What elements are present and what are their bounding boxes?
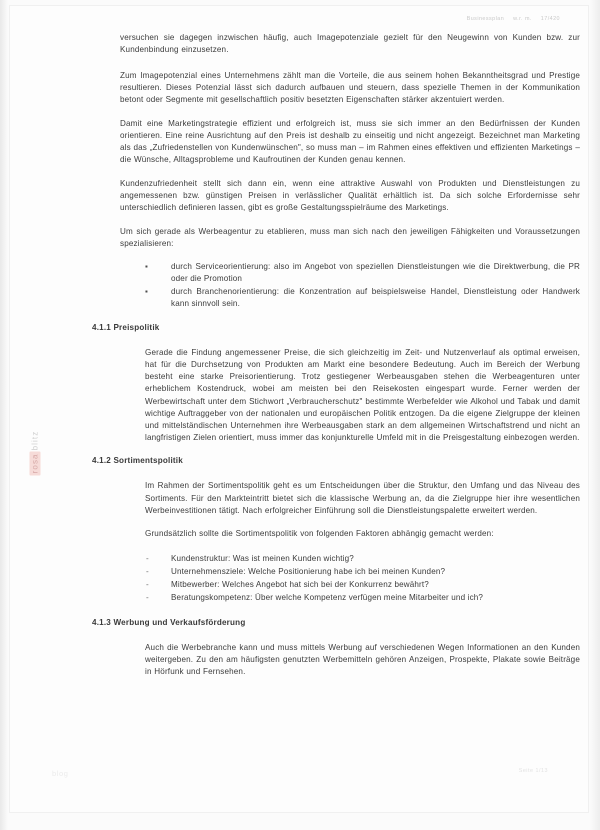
list-item-text: Kundenstruktur: Was ist meinen Kunden wichtig? [171,553,354,563]
dash-icon: - [146,567,149,577]
footer-left-label: blog [52,769,69,778]
watermark-highlight-text: rosa [30,453,40,474]
list-item [145,552,580,565]
header-title: Businessplan [466,16,505,22]
specialization-bullet-list [145,261,580,310]
bullet-icon: ▪ [145,287,148,296]
document-body [92,32,580,689]
header-meta-1: w.r. m. [513,16,532,22]
page-sheet [10,6,588,812]
paragraph-marketing-strategy: Damit eine Marketingstrategie effizient und erfolgreich ist, muss sie sich immer an den Bedürfnissen der Kunden orientieren. Eine reine Ausrichtung auf den Preis ist deshalb zu einseitig und nicht angezeigt. Bezeichnet man Marketing als das „Zufriedenstellen von Kundenwünschen", so muss man – im Rahmen eines effektiven und effizienten Marketings – die Wünsche, Alltagsprobleme und Kaufroutinen der Kunden genau kennen. [120,118,580,165]
list-item-text: Unternehmensziele: Welche Positionierung habe ich bei meinen Kunden? [171,567,446,577]
list-item [145,261,580,285]
section-heading-4-1-3: 4.1.3 Werbung und Verkaufsförderung [92,617,246,627]
list-item [145,286,580,310]
list-item-text: Beratungskompetenz: Über welche Kompetenz verfügen meine Mitarbeiter und ich? [171,593,484,603]
section-heading-4-1-1: 4.1.1 Preispolitik [92,323,160,333]
list-item-text: Mitbewerber: Welches Angebot hat sich bei der Konkurrenz bewährt? [171,580,429,590]
paragraph-intro: versuchen sie dagegen inzwischen häufig, auch Imagepotenziale gezielt für den Neugewinn von Kunden bzw. zur Kundenbindung einzusetzen. [120,33,580,55]
dash-icon: - [146,593,149,603]
section-heading-4-1-2: 4.1.2 Sortimentspolitik [92,456,183,466]
running-header [467,16,560,22]
watermark-rotated-text [31,404,40,502]
dash-icon: - [146,580,149,590]
paragraph-customer-satisfaction: Kundenzufriedenheit stellt sich dann ein, wenn eine attraktive Auswahl von Produkten und Dienstleistungen zu angemessenen bzw. günstigen Preisen in verlässlicher Qualität erhältlich ist. Da sich solche Erfordernisse sehr unterschiedlich definieren lassen, gibt es große Gestaltungsspielräume des Marketings. [120,178,580,213]
paragraph-agency-specialization: Um sich gerade als Werbeagentur zu etablieren, muss man sich nach den jeweiligen Fähigkeiten und Voraussetzungen spezialisieren: [120,226,580,248]
side-watermark [22,404,48,500]
header-meta-2: 17/420 [540,16,560,22]
paragraph-sortimentspolitik-lead-in: Grundsätzlich sollte die Sortimentspolitik von folgenden Faktoren abhängig gemacht werden: [145,529,494,539]
paragraph-werbung-verkaufsfoerderung: Auch die Werbebranche kann und muss mittels Werbung auf verschiedenen Wegen Informationen an den Kunden weitergeben. Zu den am häufigsten genutzten Werbemitteln gehören Anzeigen, Prospekte, Plakate sowie Beiträge in Hörfunk und Fernsehen. [145,642,580,676]
dash-icon: - [146,553,149,563]
list-item [145,578,580,591]
list-item [145,565,580,578]
list-item [145,591,580,604]
factor-dash-list [145,552,580,605]
paragraph-sortimentspolitik: Im Rahmen der Sortimentspolitik geht es um Entscheidungen über die Struktur, den Umfang und das Niveau des Sortiments. Für den Markteintritt bietet sich die klassische Werbung an, da die Zielgruppe hier ihre wesentlichen Werbeinvestitionen tätigt. Nach erfolgreicher Einführung soll die Dienstleistungspalette erweitert werden. [145,481,580,515]
footer-page-number: Seite 1/13 [518,768,548,774]
paragraph-preispolitik: Gerade die Findung angemessener Preise, die sich gleichzeitig im Zeit- und Nutzenverlauf als optimal erweisen, hat für die Durchsetzung von Produkten am Markt eine besondere Bedeutung. Auch im Bereich der Werbung besteht eine starke Preisorientierung. Trotz gestiegener Werbeausgaben stehen die Werbeagenturen unter erheblichem Kostendruck, wobei am meisten bei den Reisekosten eingespart wurde. Ferner werden der Werbewirtschaft unter dem Stichwort „Verbraucherschutz" bestimmte Werbefelder wie Alkohol und Tabak und damit wichtige Auftraggeber von der nationalen und europäischen Politik entzogen. Da die eigene Zielgruppe der kleinen und mittelständischen Unternehmen ihre Werbeausgaben stark an dem allgemeinen Wirtschaftstrend und nicht an langfristigen Zielen orientiert, muss immer das konjunkturelle Umfeld mit in die Preisgestaltung einbezogen werden. [145,348,580,442]
list-item-text: durch Branchenorientierung: die Konzentration auf beispielsweise Handel, Dienstleistung oder Handwerk kann sinnvoll sein. [171,287,580,309]
watermark-plain-text: blitz [30,430,40,451]
paragraph-image-potential: Zum Imagepotenzial eines Unternehmens zählt man die Vorteile, die aus seinem hohen Bekanntheitsgrad und Prestige resultieren. Dieses Potenzial lässt sich dadurch aufbauen und steuern, dass spezielle Themen in der Kommunikation betont oder Segmente mit gesellschaftlich positiv besetzten Eigenschaften stärker akzentuiert werden. [120,71,580,105]
bullet-icon: ▪ [145,262,148,272]
list-item-text: durch Serviceorientierung: also im Angebot von speziellen Dienstleistungen wie die Direktwerbung, die PR oder die Promotion [171,262,580,284]
